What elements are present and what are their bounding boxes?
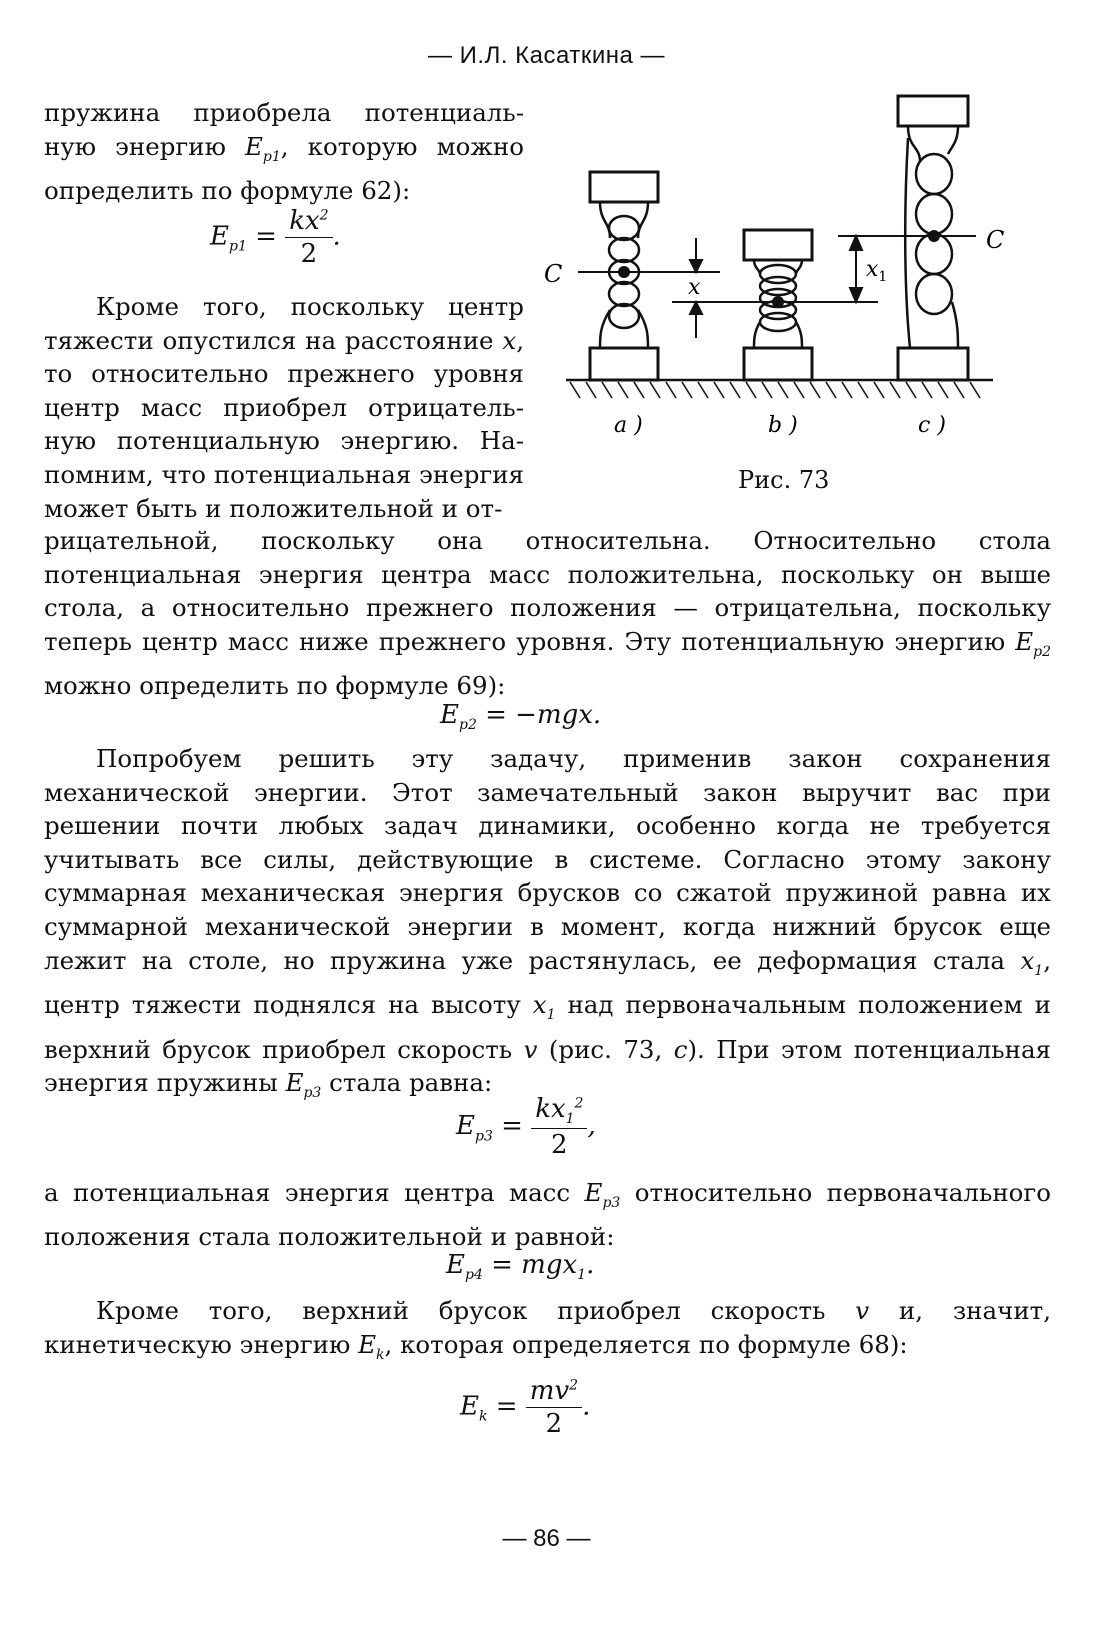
label-b: b ) <box>768 413 798 438</box>
label-c-right: C <box>986 226 1005 254</box>
formula-ep1: $E_{p1}$ = $\frac{kx^2}{2}$ . <box>210 206 341 269</box>
paragraph-2-left: Кроме того, поскольку центр тяжести опустился на расстояние x, то относительно прежнего уровня центр масс приобрел отрицатель-ную потенциальную энергию. На-помним, что потенциальная энергия может быть и положительной и от- <box>44 292 524 523</box>
paragraph-4: а потенциальная энергия центра масс $E_{p3}$ относительно первоначального положения стала положительной и равной: <box>44 1178 1051 1252</box>
p1-text-post: , которую можно определить по формуле 62): <box>44 131 524 206</box>
spring-c <box>898 96 976 380</box>
spring-b <box>672 230 878 380</box>
label-c: c ) <box>918 413 946 438</box>
p1-symbol: $E_{p1}$ <box>245 131 281 165</box>
label-a: a ) <box>614 413 643 438</box>
formula-ep2: $E_{p2} = -mgx$. <box>440 700 602 734</box>
p1-text: пружина приобрела потенциаль-ную энергию <box>44 98 524 161</box>
formula-ek: $E_k$ = $\frac{mv^2}{2}$ . <box>460 1376 591 1439</box>
figure-springs <box>544 88 1018 508</box>
paragraph-5: Кроме того, верхний брусок приобрел скорость v и, значит, кинетическую энергию $E_k$, которая определяется по формуле 68): <box>44 1296 1051 1363</box>
left-column-2 <box>44 290 524 525</box>
figure-caption: Рис. 73 <box>738 466 830 494</box>
formula-ep4: $E_{p4} = mgx_1$. <box>446 1250 595 1284</box>
paragraph-3: Попробуем решить эту задачу, применив закон сохранения механической энергии. Этот замечательный закон выручит вас при решении почти любых задач динамики, особенно когда не требуется учитывать все силы, действующие в системе. Согласно этому закону суммарная механическая энергия брусков со сжатой пружиной равна их суммарной механической энергии в момент, когда нижний брусок еще лежит на столе, но пружина уже растянулась, ее деформация стала $x_1$, центр тяжести поднялся на высоту $x_1$ над первоначальным положением и верхний брусок приобрел скорость v (рис. 73, c). При этом потенциальная энергия пружины $E_{p3}$ стала равна: <box>44 744 1052 1102</box>
formula-ep3: $E_{p3}$ = $\frac{kx_1^2}{2}$ , <box>456 1094 596 1161</box>
paragraph-2-full: рицательной, поскольку она относительна. Относительно стола потенциальная энергия центра масс положительна, поскольку он выше стола, а относительно прежнего положения — отрицательна, поскольку теперь центр масс ниже прежнего уровня. Эту потенциальную энергию $E_{p2}$ можно определить по формуле 69): <box>44 526 1051 701</box>
page-number: — 86 — <box>502 1525 591 1552</box>
label-x: x <box>688 275 701 300</box>
paragraph-1 <box>44 96 524 208</box>
label-c-left: C <box>544 260 563 288</box>
running-header: — И.Л. Касаткина — <box>428 42 665 69</box>
label-x1: $x_1$ <box>866 257 888 285</box>
left-column <box>44 96 524 208</box>
